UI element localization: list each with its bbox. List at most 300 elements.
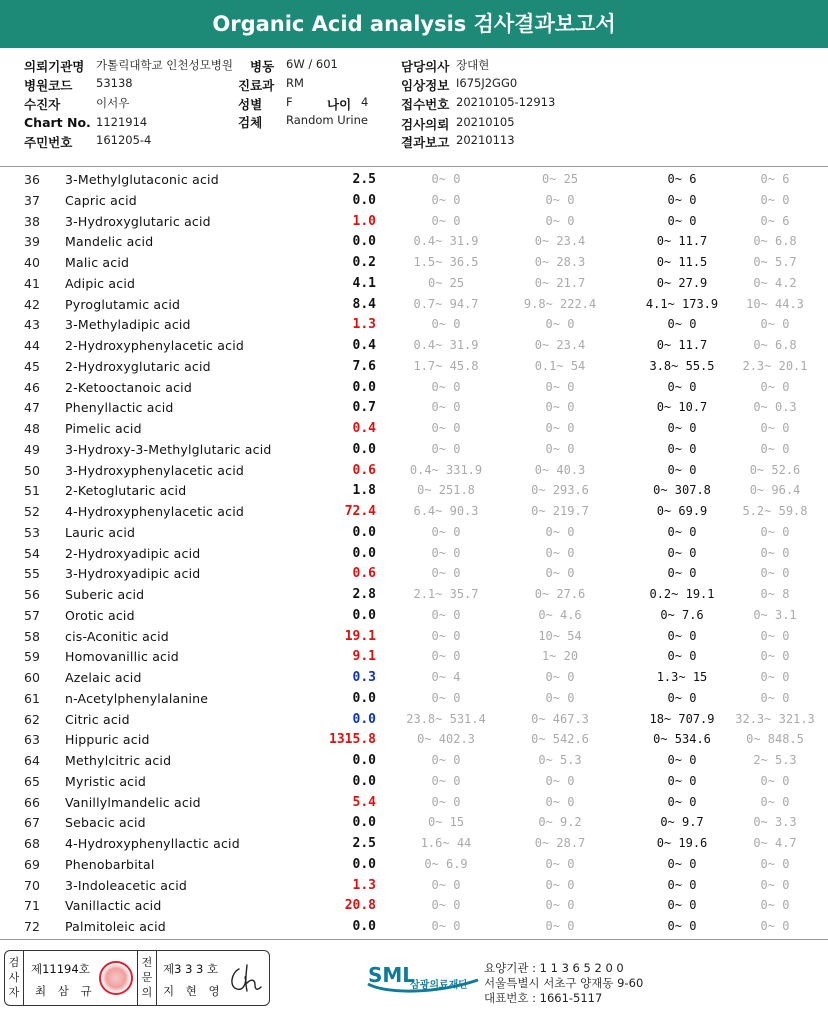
result-value: 2.8 (352, 587, 376, 602)
result-value: 0.7 (352, 400, 376, 416)
reference-range-4: 0~ 6 (760, 213, 790, 228)
result-value: 0.0 (352, 815, 376, 831)
reference-range-4: 0~ 6 (760, 172, 790, 186)
result-value: 0.2 (352, 255, 376, 270)
result-value: 5.4 (352, 794, 376, 810)
reference-range-1: 1.7~ 45.8 (413, 358, 479, 373)
table-row (0, 231, 828, 252)
reference-range-1: 6.4~ 90.3 (413, 504, 479, 518)
reference-range-3: 0~ 6 (667, 172, 697, 186)
result-value: 0.0 (352, 711, 376, 727)
row-number: 62 (24, 711, 40, 727)
reference-range-2: 0~ 0 (545, 545, 575, 560)
row-number: 41 (24, 275, 40, 291)
reviewer-license: 제3 3 3 호 (163, 962, 219, 976)
row-number: 70 (24, 877, 40, 893)
reference-range-4: 0~ 96.4 (749, 483, 801, 498)
reference-range-3: 0~ 0 (667, 628, 697, 643)
reference-range-2: 0~ 27.6 (534, 587, 586, 601)
analyte-name: Phenobarbital (65, 856, 155, 872)
analyte-name: Sebacic acid (65, 815, 146, 831)
row-number: 72 (24, 919, 40, 934)
result-value: 0.4 (352, 338, 376, 353)
reference-range-1: 2.1~ 35.7 (413, 587, 479, 601)
table-row (0, 646, 828, 667)
analyte-name: 3-Hydroxyglutaric acid (65, 213, 211, 229)
result-value: 1.3 (352, 317, 376, 333)
analyte-name: 2-Hydroxyglutaric acid (65, 358, 211, 374)
reference-range-1: 0.4~ 31.9 (413, 234, 479, 249)
footer-divider (0, 939, 828, 940)
analyte-name: Capric acid (65, 192, 137, 208)
reference-range-2: 0~ 28.7 (534, 836, 586, 850)
result-value: 0.0 (352, 690, 376, 706)
table-row (0, 397, 828, 418)
table-row (0, 211, 828, 232)
table-row (0, 377, 828, 398)
row-number: 66 (24, 794, 40, 810)
table-row (0, 522, 828, 543)
reference-range-4: 0~ 0 (760, 690, 790, 705)
report-footer (0, 944, 828, 1015)
reference-range-2: 0~ 0 (545, 690, 575, 705)
reference-range-1: 0~ 0 (431, 773, 461, 788)
reference-range-4: 0~ 3.3 (753, 815, 797, 830)
reference-range-1: 0~ 0 (431, 753, 461, 767)
table-row (0, 750, 828, 771)
reference-range-2: 0~ 0 (545, 566, 575, 581)
analyte-name: Mandelic acid (65, 234, 154, 250)
reference-range-1: 0~ 0 (431, 172, 461, 186)
reference-range-4: 0~ 0.3 (753, 400, 797, 415)
result-value: 0.0 (352, 919, 376, 934)
row-number: 53 (24, 524, 40, 540)
reference-range-3: 0~ 0 (667, 421, 697, 435)
row-number: 65 (24, 773, 40, 789)
table-row (0, 854, 828, 875)
table-row (0, 439, 828, 460)
reference-range-2: 0~ 28.3 (534, 255, 586, 269)
reference-range-3: 0~ 9.7 (660, 815, 704, 830)
table-row (0, 252, 828, 273)
reference-range-4: 0~ 8 (760, 587, 790, 601)
reference-range-3: 0~ 27.9 (656, 275, 708, 290)
reference-range-2: 0~ 0 (545, 379, 575, 394)
analyte-name: 3-Indoleacetic acid (65, 877, 188, 893)
table-row (0, 833, 828, 854)
analyte-name: cis-Aconitic acid (65, 628, 169, 644)
row-number: 56 (24, 587, 40, 602)
row-number: 36 (24, 172, 40, 187)
result-value: 0.0 (352, 441, 376, 457)
table-row (0, 563, 828, 584)
reference-range-2: 0~ 0 (545, 919, 575, 933)
row-number: 51 (24, 483, 40, 499)
reference-range-3: 0~ 10.7 (656, 400, 708, 415)
divider (156, 951, 157, 1005)
row-number: 43 (24, 317, 40, 333)
signature-icon (227, 961, 265, 997)
reference-range-3: 0~ 7.6 (660, 607, 704, 622)
result-value: 0.0 (352, 234, 376, 250)
official-seal-icon (99, 961, 133, 995)
reference-range-1: 1.5~ 36.5 (413, 255, 479, 269)
table-row (0, 335, 828, 356)
analyte-name: Lauric acid (65, 524, 136, 540)
reference-range-4: 0~ 0 (760, 649, 790, 664)
reference-range-3: 0~ 0 (667, 773, 697, 788)
reference-range-4: 0~ 4.2 (753, 275, 797, 290)
reference-range-1: 0~ 0 (431, 628, 461, 643)
reference-range-3: 0~ 0 (667, 919, 697, 933)
analyte-name: 4-Hydroxyphenylacetic acid (65, 504, 245, 519)
result-value: 0.0 (352, 379, 376, 395)
table-row (0, 314, 828, 335)
org-name: 삼광의료재단 (410, 980, 468, 991)
reference-range-1: 0~ 0 (431, 690, 461, 705)
doctor-value: 장대현 (456, 58, 490, 72)
analyte-name: Orotic acid (65, 607, 135, 623)
table-row (0, 709, 828, 730)
reference-range-2: 1~ 20 (541, 649, 579, 664)
sex-value: F (286, 95, 293, 109)
tester-vertical-label: 검 사 자 (8, 956, 20, 999)
table-row (0, 356, 828, 377)
reference-range-2: 0~ 0 (545, 794, 575, 809)
reference-range-2: 0~ 467.3 (531, 711, 589, 726)
row-number: 58 (24, 628, 40, 644)
reference-range-4: 0~ 0 (760, 670, 790, 684)
reference-range-4: 0~ 0 (760, 441, 790, 456)
reference-range-4: 5.2~ 59.8 (742, 504, 808, 518)
reference-range-2: 10~ 54 (538, 628, 582, 643)
reference-range-3: 0~ 534.6 (653, 732, 711, 747)
reference-range-3: 0~ 0 (667, 462, 697, 477)
address: 서울특별시 서초구 양재동 9-60 (484, 976, 644, 990)
reference-range-3: 0~ 0 (667, 441, 697, 456)
row-number: 38 (24, 213, 40, 229)
row-number: 42 (24, 296, 40, 312)
reference-range-3: 0~ 0 (667, 877, 697, 892)
table-row (0, 916, 828, 937)
analyte-name: 3-Methylglutaconic acid (65, 172, 219, 187)
analyte-name: Suberic acid (65, 587, 145, 602)
report-date-label: 결과보고 (401, 135, 450, 150)
row-number: 50 (24, 462, 40, 478)
reference-range-3: 0~ 11.5 (656, 255, 708, 269)
reference-range-2: 0~ 0 (545, 670, 575, 684)
row-number: 60 (24, 670, 40, 685)
table-row (0, 771, 828, 792)
reference-range-2: 9.8~ 222.4 (523, 296, 597, 311)
table-row (0, 875, 828, 896)
row-number: 44 (24, 338, 40, 353)
dept-label: 진료과 (238, 78, 275, 93)
table-row (0, 480, 828, 501)
reference-range-4: 0~ 6.8 (753, 338, 797, 352)
reference-range-1: 0~ 0 (431, 421, 461, 435)
result-value: 0.0 (352, 545, 376, 561)
analyte-name: 4-Hydroxyphenyllactic acid (65, 836, 240, 851)
reference-range-1: 0~ 4 (431, 670, 461, 684)
analyte-name: Palmitoleic acid (65, 919, 166, 934)
analyte-name: Hippuric acid (65, 732, 150, 748)
reference-range-4: 0~ 4.7 (753, 836, 797, 850)
table-row (0, 294, 828, 315)
header-divider (0, 166, 828, 167)
reference-range-1: 0~ 0 (431, 379, 461, 394)
table-row (0, 169, 828, 190)
reference-range-3: 0~ 11.7 (656, 338, 708, 352)
analyte-name: Pyroglutamic acid (65, 296, 181, 312)
result-value: 19.1 (344, 628, 376, 644)
reference-range-3: 0~ 0 (667, 192, 697, 207)
request-label: 검사의뢰 (401, 117, 450, 132)
row-number: 48 (24, 421, 40, 436)
id-value: 161205-4 (96, 133, 152, 147)
reference-range-3: 1.3~ 15 (656, 670, 708, 684)
request-value: 20210105 (456, 115, 515, 129)
result-value: 0.6 (352, 566, 376, 582)
reference-range-1: 0~ 0 (431, 566, 461, 581)
reference-range-3: 4.1~ 173.9 (645, 296, 719, 311)
row-number: 63 (24, 732, 40, 748)
hospital-code-label: 병원코드 (24, 78, 73, 93)
reference-range-1: 0~ 25 (427, 275, 465, 290)
patient-info (0, 52, 828, 165)
id-label: 주민번호 (24, 135, 73, 150)
analyte-name: Pimelic acid (65, 421, 142, 436)
analyte-name: 2-Ketoglutaric acid (65, 483, 187, 499)
analyte-name: Citric acid (65, 711, 130, 727)
table-row (0, 792, 828, 813)
reference-range-1: 0~ 0 (431, 524, 461, 539)
row-number: 59 (24, 649, 40, 665)
analyte-name: 3-Methyladipic acid (65, 317, 191, 333)
reference-range-2: 0~ 0 (545, 898, 575, 913)
reference-range-1: 0~ 0 (431, 441, 461, 456)
analyte-name: Vanillylmandelic acid (65, 794, 201, 810)
reference-range-2: 0~ 542.6 (531, 732, 589, 747)
row-number: 57 (24, 607, 40, 623)
result-value: 0.0 (352, 524, 376, 540)
reference-range-1: 0~ 6.9 (424, 856, 468, 871)
reference-range-2: 0~ 219.7 (531, 504, 589, 518)
result-value: 2.5 (352, 836, 376, 851)
result-value: 0.6 (352, 462, 376, 478)
analyte-name: Myristic acid (65, 773, 147, 789)
dept-value: RM (286, 76, 304, 90)
reference-range-4: 0~ 0 (760, 545, 790, 560)
reference-range-3: 0~ 0 (667, 856, 697, 871)
reference-range-4: 0~ 0 (760, 379, 790, 394)
reference-range-4: 0~ 0 (760, 524, 790, 539)
result-value: 8.4 (352, 296, 376, 312)
analyte-name: Methylcitric acid (65, 753, 172, 768)
patient-value: 이서우 (96, 96, 130, 110)
reference-range-3: 0~ 0 (667, 690, 697, 705)
reference-range-1: 0~ 0 (431, 607, 461, 622)
reference-range-4: 0~ 0 (760, 566, 790, 581)
result-value: 0.4 (352, 421, 376, 436)
reference-range-2: 0.1~ 54 (534, 358, 586, 373)
reference-range-4: 2~ 5.3 (753, 753, 797, 767)
table-row (0, 812, 828, 833)
analyte-name: 3-Hydroxy-3-Methylglutaric acid (65, 441, 272, 457)
reviewer-name: 지 현 영 (163, 984, 224, 998)
result-value: 0.0 (352, 753, 376, 768)
reference-range-1: 0~ 0 (431, 919, 461, 933)
table-row (0, 667, 828, 688)
analyte-name: Vanillactic acid (65, 898, 162, 914)
reference-range-4: 0~ 5.7 (753, 255, 797, 269)
row-number: 49 (24, 441, 40, 457)
analyte-name: Adipic acid (65, 275, 136, 291)
result-value: 1315.8 (329, 732, 376, 748)
reference-range-3: 0~ 307.8 (653, 483, 711, 498)
reference-range-3: 0~ 0 (667, 794, 697, 809)
table-row (0, 895, 828, 916)
reference-range-4: 10~ 44.3 (746, 296, 804, 311)
row-number: 46 (24, 379, 40, 395)
reference-range-1: 0~ 0 (431, 877, 461, 892)
result-value: 0.0 (352, 856, 376, 872)
table-row (0, 501, 828, 522)
reference-range-3: 0~ 0 (667, 524, 697, 539)
specimen-value: Random Urine (286, 113, 368, 127)
table-row (0, 626, 828, 647)
reference-range-4: 0~ 0 (760, 317, 790, 332)
reviewer-vertical-label: 전 문 의 (141, 956, 153, 999)
reference-range-2: 0~ 0 (545, 773, 575, 788)
row-number: 69 (24, 856, 40, 872)
reference-range-1: 0.4~ 331.9 (409, 462, 483, 477)
reference-range-4: 0~ 52.6 (749, 462, 801, 477)
clinical-value: I675J2GG0 (456, 76, 518, 90)
reference-range-1: 0~ 0 (431, 213, 461, 228)
reference-range-3: 3.8~ 55.5 (649, 358, 715, 373)
analyte-name: Phenyllactic acid (65, 400, 174, 416)
reference-range-4: 0~ 6.8 (753, 234, 797, 249)
result-value: 0.3 (352, 670, 376, 685)
result-value: 1.8 (352, 483, 376, 499)
patient-label: 수진자 (24, 97, 61, 112)
specimen-label: 검체 (238, 115, 263, 130)
reference-range-2: 0~ 0 (545, 192, 575, 207)
reference-range-2: 0~ 23.4 (534, 338, 586, 352)
logo-text: SML (368, 963, 416, 987)
divider (137, 951, 138, 1005)
reference-range-2: 0~ 0 (545, 421, 575, 435)
reference-range-2: 0~ 40.3 (534, 462, 586, 477)
analyte-name: 3-Hydroxyphenylacetic acid (65, 462, 245, 478)
row-number: 45 (24, 358, 40, 374)
reference-range-4: 0~ 0 (760, 898, 790, 913)
institution-value: 가톨릭대학교 인천성모병원 (96, 58, 233, 72)
reference-range-4: 0~ 848.5 (746, 732, 804, 747)
reference-range-4: 0~ 0 (760, 192, 790, 207)
reference-range-3: 0~ 0 (667, 753, 697, 767)
reference-range-2: 0~ 0 (545, 524, 575, 539)
institution-label: 의뢰기관명 (24, 59, 85, 74)
reference-range-4: 2.3~ 20.1 (742, 358, 808, 373)
reference-range-3: 0.2~ 19.1 (649, 587, 715, 601)
reference-range-1: 0~ 251.8 (417, 483, 475, 498)
row-number: 37 (24, 192, 40, 208)
analyte-name: Homovanillic acid (65, 649, 179, 665)
analyte-name: 3-Hydroxyadipic acid (65, 566, 201, 582)
reference-range-2: 0~ 0 (545, 317, 575, 332)
reference-range-4: 0~ 0 (760, 421, 790, 435)
result-value: 0.0 (352, 607, 376, 623)
reference-range-1: 0~ 15 (427, 815, 465, 830)
reference-range-3: 0~ 0 (667, 649, 697, 664)
hospital-code-value: 53138 (96, 76, 133, 90)
reference-range-2: 0~ 4.6 (538, 607, 582, 622)
result-value: 2.5 (352, 172, 376, 187)
chart-label: Chart No. (24, 115, 91, 130)
ward-label: 병동 (250, 59, 275, 74)
reference-range-1: 0.7~ 94.7 (413, 296, 479, 311)
clinical-label: 임상정보 (401, 78, 450, 93)
reference-range-2: 0~ 0 (545, 856, 575, 871)
reference-range-1: 0~ 0 (431, 317, 461, 332)
reference-range-3: 0~ 0 (667, 317, 697, 332)
receipt-value: 20210105-12913 (456, 95, 556, 109)
result-value: 9.1 (352, 649, 376, 665)
analyte-name: Azelaic acid (65, 670, 142, 685)
table-row (0, 605, 828, 626)
reference-range-2: 0~ 0 (545, 400, 575, 415)
row-number: 68 (24, 836, 40, 851)
result-value: 20.8 (344, 898, 376, 914)
results-table (0, 169, 828, 937)
row-number: 64 (24, 753, 40, 768)
divider (23, 951, 24, 1005)
care-institution: 요양기관 : 1 1 3 6 5 2 0 0 (484, 961, 624, 975)
table-row (0, 688, 828, 709)
reference-range-4: 0~ 0 (760, 794, 790, 809)
row-number: 52 (24, 504, 40, 519)
result-value: 0.0 (352, 773, 376, 789)
analyte-name: 2-Hydroxyadipic acid (65, 545, 201, 561)
row-number: 71 (24, 898, 40, 914)
sex-label: 성별 (238, 97, 263, 112)
phone: 대표번호 : 1661-5117 (484, 991, 603, 1005)
tester-name: 최 삼 규 (35, 984, 96, 998)
age-value: 4 (361, 95, 369, 109)
reference-range-4: 0~ 3.1 (753, 607, 797, 622)
reference-range-4: 0~ 0 (760, 773, 790, 788)
report-title: Organic Acid analysis 검사결과보고서 (0, 0, 828, 48)
reference-range-1: 0~ 0 (431, 794, 461, 809)
result-value: 72.4 (344, 504, 376, 519)
reference-range-1: 0.4~ 31.9 (413, 338, 479, 352)
doctor-label: 담당의사 (401, 59, 450, 74)
reference-range-1: 0~ 0 (431, 649, 461, 664)
row-number: 61 (24, 690, 40, 706)
reference-range-1: 0~ 402.3 (417, 732, 475, 747)
signature-box (4, 950, 270, 1006)
reference-range-4: 32.3~ 321.3 (735, 711, 815, 726)
receipt-label: 접수번호 (401, 97, 450, 112)
row-number: 67 (24, 815, 40, 831)
row-number: 40 (24, 255, 40, 270)
reference-range-1: 0~ 0 (431, 545, 461, 560)
reference-range-4: 0~ 0 (760, 877, 790, 892)
result-value: 1.3 (352, 877, 376, 893)
reference-range-3: 0~ 0 (667, 379, 697, 394)
